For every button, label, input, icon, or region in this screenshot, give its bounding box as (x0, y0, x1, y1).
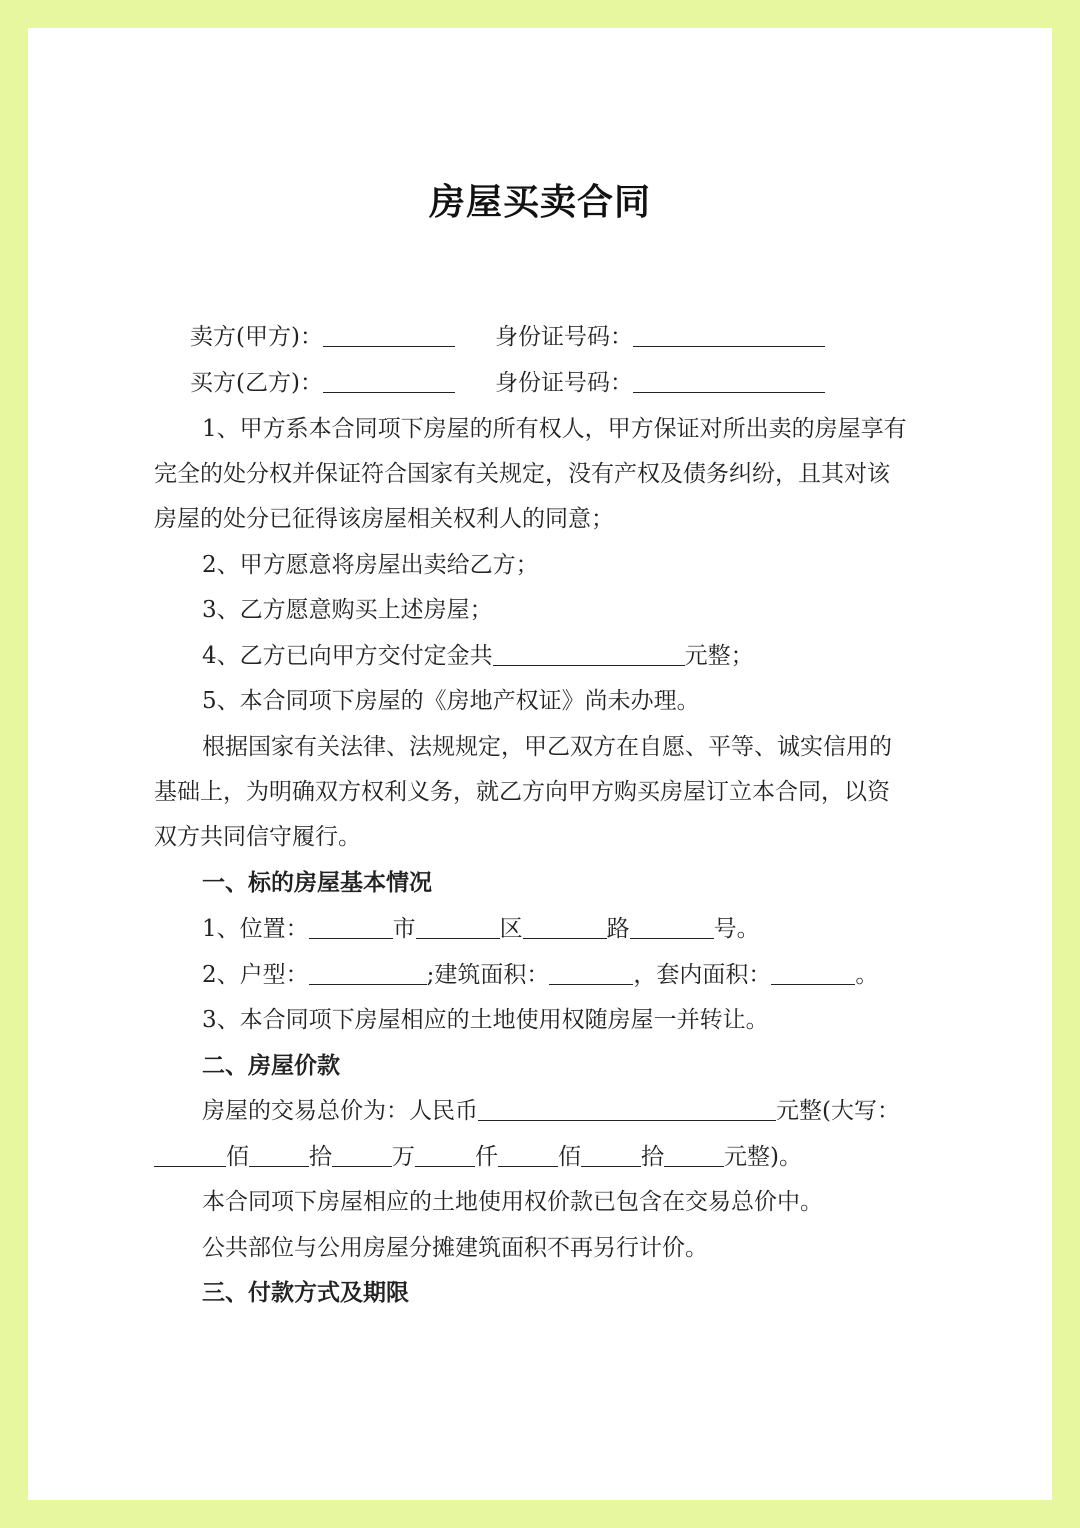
clause-5: 5、本合同项下房屋的《房地产权证》尚未办理。 (202, 688, 700, 714)
location-line (202, 912, 760, 946)
shi-blank[interactable] (581, 1142, 641, 1167)
price-amount-blank[interactable] (478, 1096, 776, 1121)
district-unit: 区 (499, 916, 523, 942)
contract-title: 房屋买卖合同 (428, 182, 651, 223)
district-blank[interactable] (416, 914, 500, 939)
price-uppercase-label: 元整(大写： (776, 1098, 900, 1124)
shi-wan-blank[interactable] (249, 1142, 309, 1167)
road-unit: 路 (606, 916, 630, 942)
basis-line-2: 基础上，为明确双方权利义务，就乙方向甲方购买房屋订立本合同，以资 (154, 779, 890, 805)
inner-area-blank[interactable] (771, 960, 855, 985)
unit-shi-2: 拾 (641, 1144, 664, 1170)
build-area-label: ;建筑面积： (426, 962, 550, 988)
build-area-blank[interactable] (549, 960, 633, 985)
wan-blank[interactable] (332, 1142, 392, 1167)
yuan-blank[interactable] (664, 1142, 724, 1167)
number-unit: 号。 (713, 916, 760, 942)
unit-qian: 仟 (475, 1144, 498, 1170)
road-blank[interactable] (523, 914, 607, 939)
buyer-label: 买方(乙方)： (190, 370, 323, 396)
qian-blank[interactable] (415, 1142, 475, 1167)
price-uppercase-line (154, 1140, 802, 1174)
clause-4 (202, 639, 754, 673)
section-2-heading: 二、房屋价款 (202, 1052, 340, 1079)
price-label: 房屋的交易总价为：人民币 (202, 1098, 478, 1124)
price-line (202, 1094, 900, 1128)
buyer-line (190, 366, 825, 400)
clause-1-line-1: 1、甲方系本合同项下房屋的所有权人，甲方保证对所出卖的房屋享有 (202, 416, 907, 442)
seller-line (190, 320, 825, 354)
city-unit: 市 (392, 916, 416, 942)
unit-shi: 拾 (309, 1144, 332, 1170)
number-blank[interactable] (630, 914, 714, 939)
inner-area-label: ，套内面积： (633, 962, 772, 988)
unit-bai: 佰 (226, 1144, 249, 1170)
house-type-label: 2、户型： (202, 962, 309, 988)
price-note-1: 本合同项下房屋相应的土地使用权价款已包含在交易总价中。 (202, 1189, 823, 1215)
bai-blank[interactable] (498, 1142, 558, 1167)
buyer-name-blank[interactable] (323, 368, 455, 393)
basis-line-3: 双方共同信守履行。 (154, 824, 361, 850)
clause-2: 2、甲方愿意将房屋出卖给乙方； (202, 552, 539, 578)
deposit-amount-blank[interactable] (493, 641, 685, 666)
basis-line-1: 根据国家有关法律、法规规定，甲乙双方在自愿、平等、诚实信用的 (202, 734, 892, 760)
seller-name-blank[interactable] (323, 322, 455, 347)
section-3-heading: 三、付款方式及期限 (202, 1279, 409, 1306)
house-type-blank[interactable] (309, 960, 427, 985)
clause-1-line-2: 完全的处分权并保证符合国家有关规定，没有产权及债务纠纷，且其对该 (154, 461, 890, 487)
buyer-id-blank[interactable] (633, 368, 825, 393)
price-note-2: 公共部位与公用房屋分摊建筑面积不再另行计价。 (202, 1235, 708, 1261)
clause-1-line-3: 房屋的处分已征得该房屋相关权利人的同意； (154, 506, 614, 532)
seller-id-blank[interactable] (633, 322, 825, 347)
layout-line (202, 958, 878, 992)
location-label: 1、位置： (202, 916, 309, 942)
bai-wan-blank[interactable] (154, 1142, 226, 1167)
land-right-line: 3、本合同项下房屋相应的土地使用权随房屋一并转让。 (202, 1007, 769, 1033)
seller-id-label: 身份证号码： (494, 324, 633, 350)
seller-label: 卖方(甲方)： (190, 324, 323, 350)
buyer-id-label: 身份证号码： (494, 370, 633, 396)
deposit-unit: 元整； (684, 643, 754, 669)
unit-end: 元整)。 (724, 1144, 802, 1170)
contract-page (28, 28, 1052, 1500)
section-1-heading: 一、标的房屋基本情况 (202, 869, 432, 896)
deposit-label: 4、乙方已向甲方交付定金共 (202, 643, 493, 669)
unit-bai-2: 佰 (558, 1144, 581, 1170)
unit-wan: 万 (392, 1144, 415, 1170)
layout-end: 。 (855, 962, 879, 988)
clause-3: 3、乙方愿意购买上述房屋； (202, 597, 493, 623)
city-blank[interactable] (309, 914, 393, 939)
